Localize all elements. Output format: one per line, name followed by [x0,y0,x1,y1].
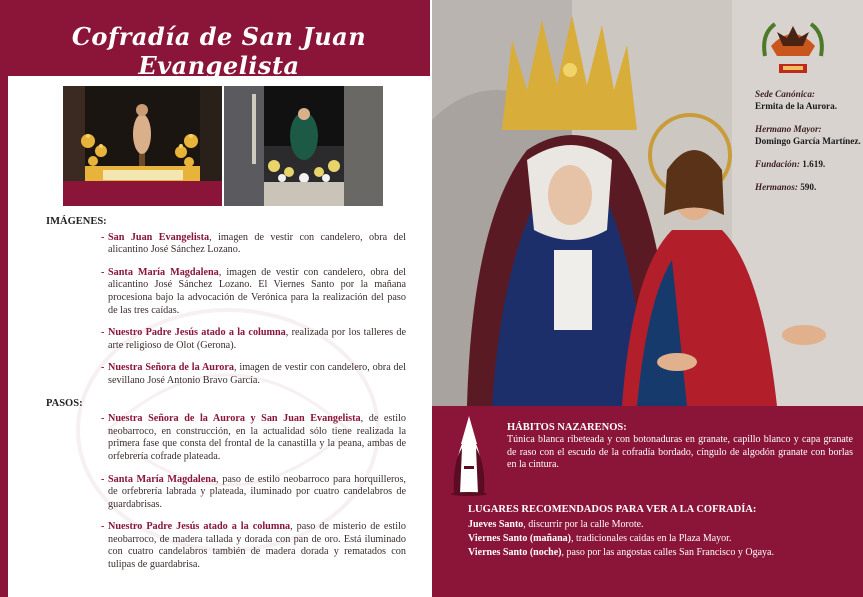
info-label: Hermano Mayor: [755,124,822,134]
bottom-band [432,406,863,597]
lugar-item: Jueves Santo, discurrir por la calle Morote. [468,519,644,530]
page-title: Cofradía de San Juan Evangelista [71,22,367,80]
list-item: - Nuestra Señora de la Aurora, imagen de vestir con candelero, obra del sevillano José Antonio Bravo García. [101,362,406,386]
entry-name: Santa María Magdalena [108,473,217,485]
left-page [0,0,430,597]
eagle-crest-icon [757,16,829,82]
list-item: - Nuestro Padre Jesús atado a la columna, paso de misterio de estilo neobarroco, de madera tallada y dorada con pan de oro. Está iluminado con cuatro candelabros también de madera dorada y rematados con tulipas de guardabrisa. [101,521,406,571]
entry-name: Santa María Magdalena [108,266,219,278]
list-item: - Santa María Magdalena, imagen de vestir con candelero, obra del alicantino José Sánchez Lozano. El Viernes Santo por la mañana procesiona bajo la advocación de Verónica para la realización del paso de las tres caídas. [101,266,406,316]
entry-name: San Juan Evangelista [108,231,210,243]
lugar-item: Viernes Santo (mañana), tradicionales caídas en la Plaza Mayor. [468,533,732,544]
list-item: - Nuestra Señora de la Aurora y San Juan Evangelista, de estilo neobarroco, en construcción, en la actualidad sólo tiene realizada la primera fase que consta del frontal de la canastilla y la peana, ambas de orfebrería cofrade plateada. [101,413,406,462]
imagenes-heading: IMÁGENES: [46,216,107,227]
list-item: - Santa María Magdalena, paso de estilo neobarroco para horquilleros, de orfebrería labrada y plateada, iluminado por cuatro candelabros de guardabrisas. [101,473,406,510]
list-item: - Nuestro Padre Jesús atado a la columna, realizada por los talleres de arte religioso de Olot (Gerona). [101,327,406,351]
info-value: 590. [800,182,817,192]
lugares-block [468,503,854,560]
info-label: Sede Canónica: [755,89,815,99]
info-label: Hermanos: [755,182,798,192]
procession-photo-virgin [224,86,383,206]
habitos-block [507,422,853,472]
nazareno-figure-icon [446,414,492,496]
procession-photo-christ [63,86,222,206]
pasos-heading: PASOS: [46,397,83,409]
info-value: Ermita de la Aurora. [755,101,838,111]
entry-name: Nuestro Padre Jesús atado a la columna [108,327,286,339]
entry-name: Nuestra Señora de la Aurora y San Juan Evangelista [108,413,361,425]
title-band [8,0,430,80]
habitos-heading: HÁBITOS NAZARENOS: [507,422,627,433]
info-value: 1.619. [802,159,826,169]
lugar-item: Viernes Santo (noche), paso por las angostas calles San Francisco y Ogaya. [468,547,774,558]
list-item: - San Juan Evangelista, imagen de vestir con candelero, obra del alicantino José Sánchez Lozano. [101,231,406,256]
info-label: Fundación: [755,159,800,169]
right-page [432,0,863,597]
info-value: Domingo García Martínez. [755,136,861,146]
entry-name: Nuestro Padre Jesús atado a la columna [108,521,291,533]
content [46,216,406,582]
habitos-text: Túnica blanca ribeteada y con botonaduras en granate, capillo blanco y capa granate de raso con el escudo de la cofradía bordado, cíngulo de algodón granate con borlas en la cintura. [507,434,853,471]
lugares-heading: LUGARES RECOMENDADOS PARA VER A LA COFRADÍA: [468,504,757,515]
info-panel [755,88,863,204]
entry-name: Nuestra Señora de la Aurora [108,362,235,374]
